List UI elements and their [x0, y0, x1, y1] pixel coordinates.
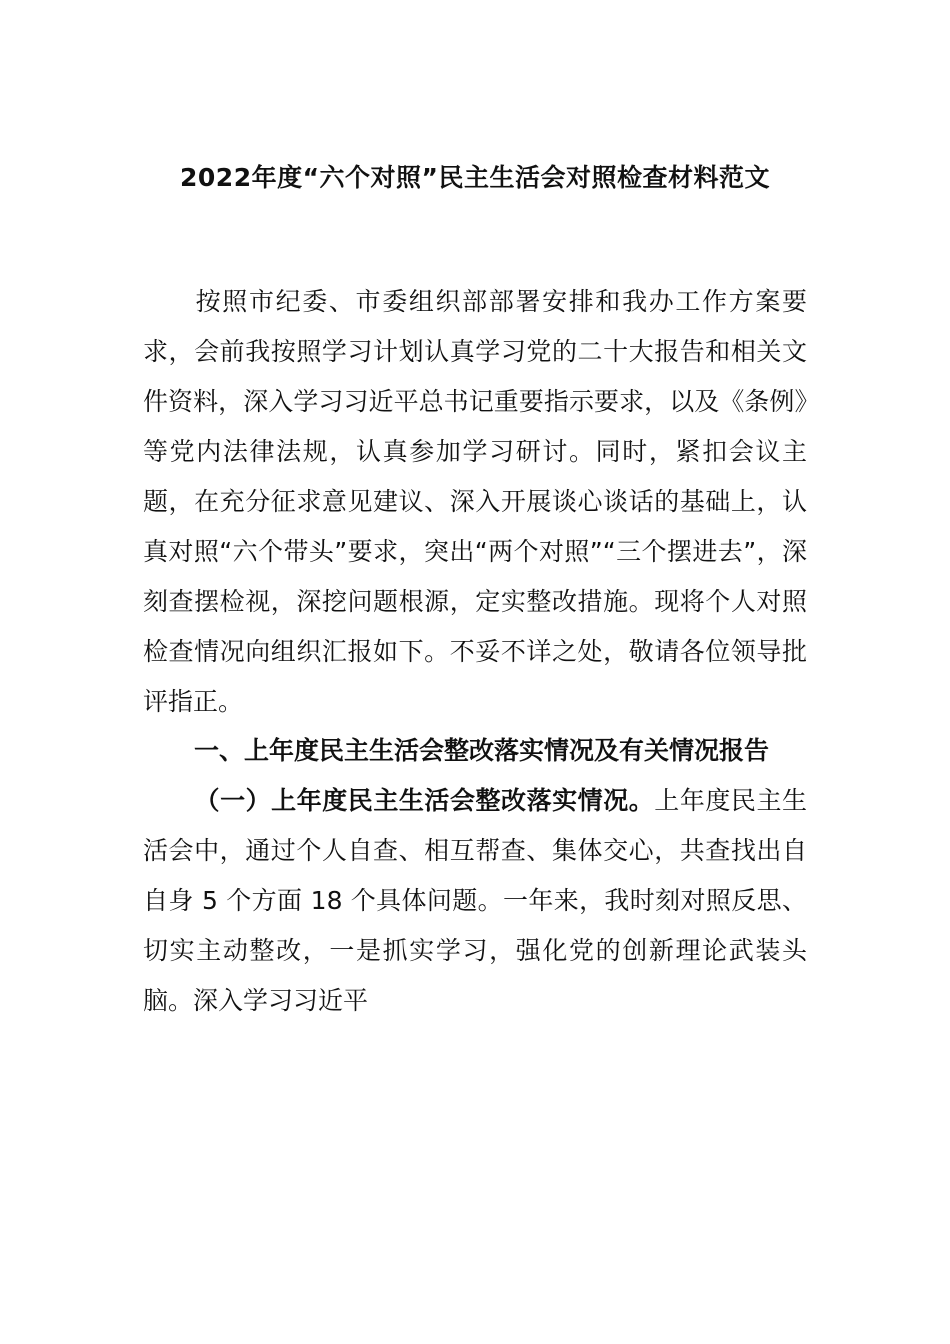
document-title: 2022年度“六个对照”民主生活会对照检查材料范文 — [180, 163, 770, 192]
section-heading: 一、上年度民主生活会整改落实情况及有关情况报告 — [194, 736, 770, 765]
subsection-lead: （一）上年度民主生活会整改落实情况。 — [194, 786, 655, 815]
intro-paragraph-text: 按照市纪委、市委组织部部署安排和我办工作方案要求，会前我按照学习计划认真学习党的二十大报告和相关文件资料，深入学习习近平总书记重要指示要求，以及《条例》等党内法律法规，认真参加学习研讨。同时，紧扣会议主题，在充分征求意见建议、深入开展谈心谈话的基础上，认真对照“六个带头”要求，突出“两个对照”“三个摆进去”，深刻查摆检视，深挖问题根源，定实整改措施。现将个人对照检查情况向组织汇报如下。不妥不详之处，敬请各位领导批评指正。 — [143, 287, 807, 716]
intro-paragraph — [143, 277, 807, 727]
subsection-text: 上年度民主生活会中，通过个人自查、相互帮查、集体交心，共查找出自自身 5 个方面 18 个具体问题。一年来，我时刻对照反思、切实主动整改，一是抓实学习，强化党的创新理论武装头脑。深入学习习近平 — [143, 786, 807, 1015]
subsection-paragraph — [143, 776, 807, 1026]
